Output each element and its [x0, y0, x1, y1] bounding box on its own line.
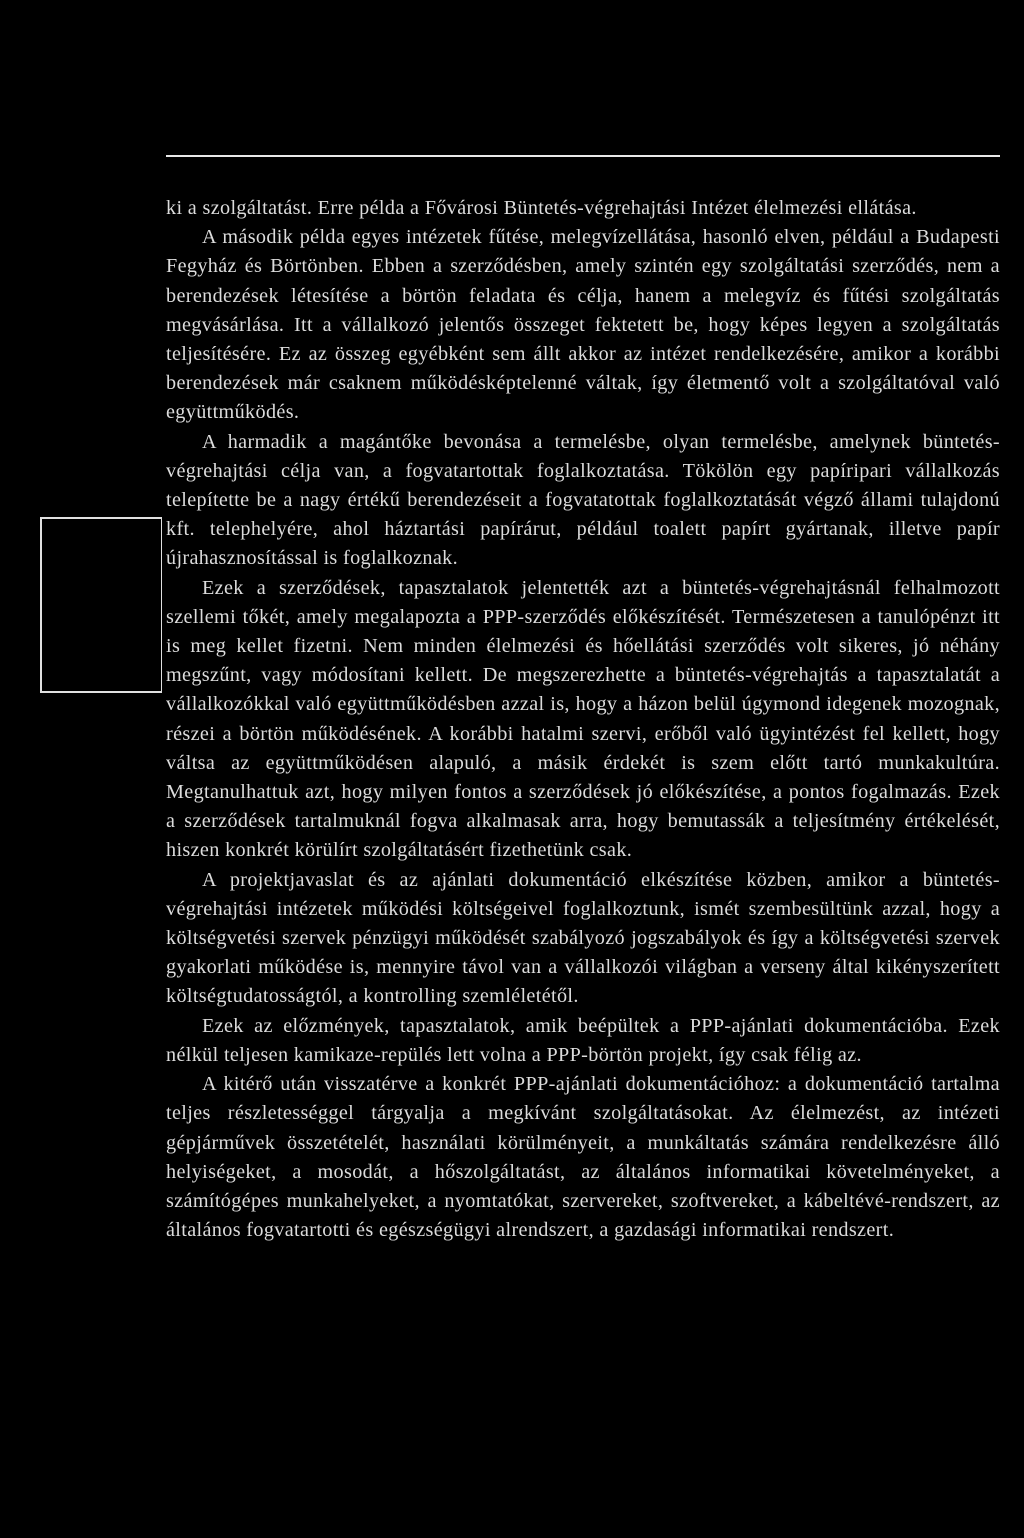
paragraph-5: A projektjavaslat és az ajánlati dokumentáció elkészítése közben, amikor a büntetés-végrehajtási intézetek működési költségeivel foglalkoztunk, ismét szembesültünk azzal, hogy a költségvetési szervek pénzügyi működését szabályozó jogszabályok és így a költségvetési szervek gyakorlati működése is, mennyire távol van a vállalkozói világban a verseny által kikényszerített költségtudatosságtól, a kontrolling szemléletétől. — [166, 868, 1000, 1008]
paragraph-7: A kitérő után visszatérve a konkrét PPP-ajánlati dokumentációhoz: a dokumentáció tartalma teljes részletességgel tárgyalja a megkívánt szolgáltatásokat. Az élelmezést, az intézeti gépjárművek összetételét, használati körülményeit, a munkáltatás számára rendelkezésre álló helyiségeket, a mosodát, a hőszolgáltatást, az általános informatikai követelményeket, a számítógépes munkahelyeket, a nyomtatókat, szervereket, szoftvereket, a kábeltévé-rendszert, az általános fogvatartotti és egészségügyi alrendszert, a gazdasági informatikai rendszert. — [166, 1073, 1000, 1242]
header-rule — [166, 155, 1000, 157]
paragraph-3: A harmadik a magántőke bevonása a termelésbe, olyan termelésbe, amelynek büntetés-végrehajtási célja van, a fogvatartottak foglalkoztatása. Tökölön egy papíripari vállalkozás telepítette be a nagy értékű berendezéseit a fogvatatottak foglalkoztatását végző állami tulajdonú kft. telephelyére, ahol háztartási papírárut, például toalett papírt gyártanak, illetve papír újrahasznosítással is foglalkoznak. — [166, 430, 1000, 570]
paragraph-1: ki a szolgáltatást. Erre példa a Fővárosi Büntetés-végrehajtási Intézet élelmezési ellátása. — [166, 197, 917, 219]
paragraph-2: A második példa egyes intézetek fűtése, melegvízellátása, hasonló elven, például a Budapesti Fegyház és Börtönben. Ebben a szerződésben, amely szintén egy szolgáltatási szerződés, nem a berendezések létesítése a börtön feladata és célja, hanem a melegvíz és fűtési szolgáltatás megvásárlása. Itt a vállalkozó jelentős összeget fektetett be, hogy képes legyen a szolgáltatás teljesítésére. Ez az összeg egyébként sem állt akkor az intézet rendelkezésére, amikor a korábbi berendezések már csaknem működésképtelenné váltak, így életmentő volt a szolgáltatóval való együttműködés. — [166, 226, 1000, 424]
body-text — [166, 194, 1000, 1245]
margin-box — [40, 517, 162, 693]
paragraph-4: Ezek a szerződések, tapasztalatok jelentették azt a büntetés-végrehajtásnál felhalmozott szellemi tőkét, amely megalapozta a PPP-szerződés előkészítését. Természetesen a tanulópénzt itt is meg kellet fizetni. Nem minden élelmezési és hőellátási szerződés volt sikeres, jó néhány megszűnt, vagy módosítani kellett. De megszerezhette a büntetés-végrehajtás a tapasztalatát a vállalkozókkal való együttműködésben azzal is, hogy a házon belül úgymond idegenek mozognak, részei a börtön működésének. A korábbi hatalmi szervi, erőből való ügyintézést fel kellett, hogy váltsa az együttműködésen alapuló, a másik érdekét is szem előtt tartó munkakultúra. Megtanulhattuk azt, hogy milyen fontos a szerződések jó előkészítése, a pontos fogalmazás. Ezek a szerződések tartalmuknál fogva alkalmasak arra, hogy bemutassák a teljesítmény értékelését, hiszen konkrét körülírt szolgáltatásért fizethetünk csak. — [166, 576, 1000, 862]
paragraph-6: Ezek az előzmények, tapasztalatok, amik beépültek a PPP-ajánlati dokumentációba. Ezek nélkül teljesen kamikaze-repülés lett volna a PPP-börtön projekt, így csak félig az. — [166, 1014, 1000, 1066]
